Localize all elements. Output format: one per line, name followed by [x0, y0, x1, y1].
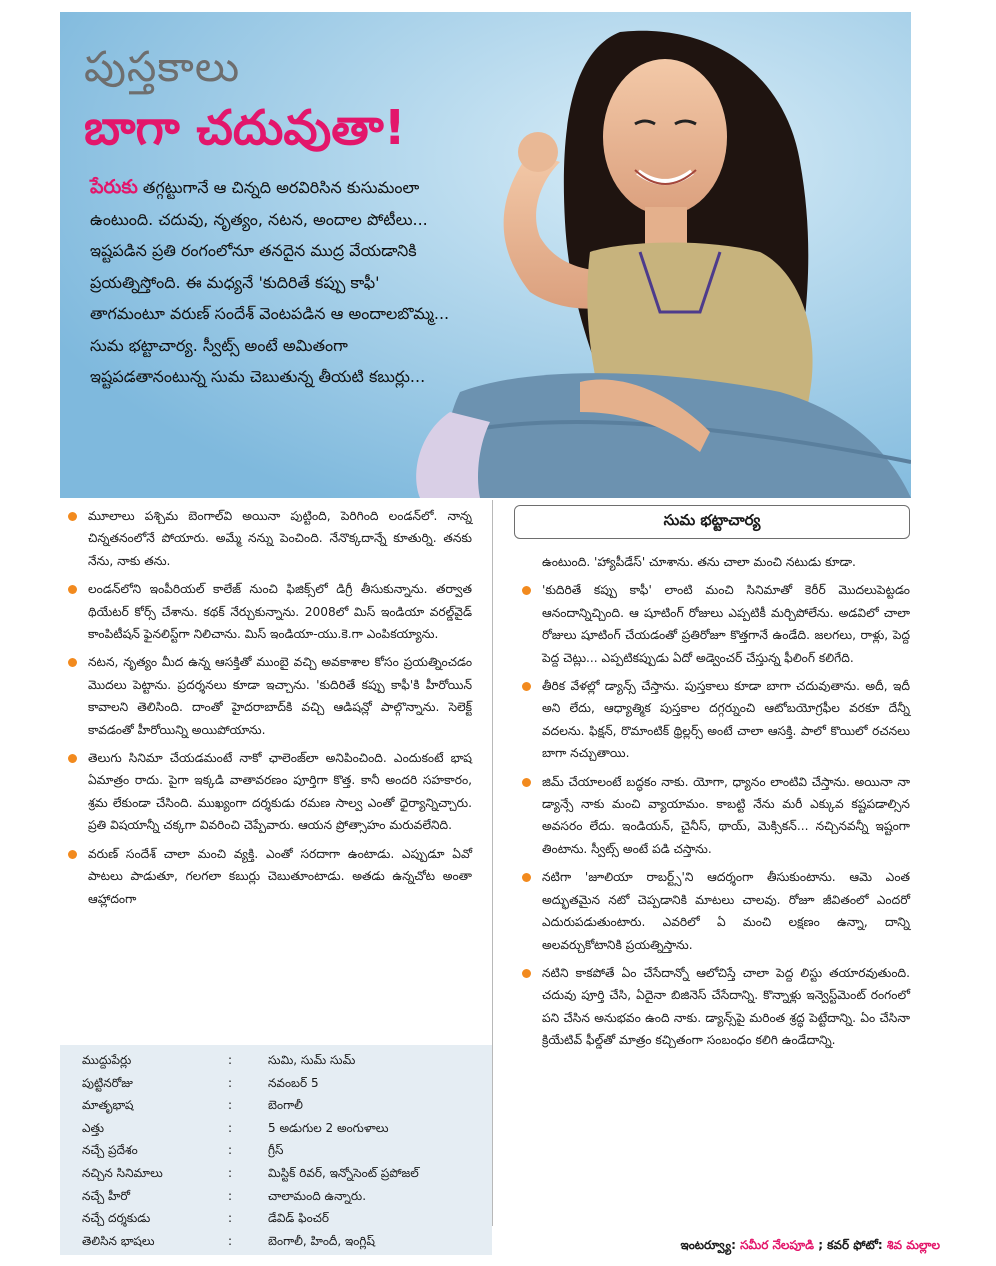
- interview-label: ఇంటర్వ్యూ:: [680, 1238, 736, 1252]
- interviewer-name: సమీర నేలపూడి: [740, 1238, 815, 1252]
- left-column: [60, 505, 472, 916]
- fact-colon: :: [228, 1188, 233, 1203]
- fact-row: [82, 1207, 492, 1230]
- list-item: [60, 747, 472, 837]
- credit-separator: ;: [814, 1238, 828, 1252]
- intro-paragraph: [90, 172, 450, 393]
- bullet-text: వరుణ్ సందేశ్ చాలా మంచి వ్యక్తి. ఎంతో సరదాగా ఉంటాడు. ఎప్పుడూ ఏవో పాటలు పాడుతూ, గలగలా కబుర్లు చెబుతూంటాడు. అతడు ఉన్నచోట అంతా ఆహ్లాదంగా: [88, 846, 472, 906]
- list-item: [514, 866, 910, 956]
- fact-key: నచ్చే హీరో: [82, 1188, 131, 1203]
- bullet-icon: [68, 754, 77, 763]
- list-item: [514, 771, 910, 861]
- fact-value: గ్రీస్: [268, 1143, 284, 1158]
- bullet-icon: [522, 778, 531, 787]
- fact-key: ఎత్తు: [82, 1120, 105, 1135]
- fact-row: [82, 1139, 492, 1162]
- bullet-text: తెలుగు సినిమా చేయడమంటే నాకో ఛాలెంజ్‌లా అనిపించింది. ఎందుకంటే భాష ఏమాత్రం రాదు. పైగా ఇక్కడి వాతావరణం పూర్తిగా కొత్త. కానీ అందరి సహకారం, శ్రమ లేకుండా చేసింది. ముఖ్యంగా దర్శకుడు రమణ సాల్వ ఎంతో ధైర్యాన్నిచ్చారు. ప్రతి విషయాన్నీ చక్కగా వివరించి చెప్పేవారు. ఆయన ప్రోత్సాహం మరువలేనిది.: [88, 751, 472, 833]
- credit-line: [680, 1238, 940, 1255]
- bullet-text: 'కుదిరితే కప్పు కాఫీ' లాంటి మంచి సినిమాతో కెరీర్ మొదలుపెట్టడం ఆనందాన్నిచ్చింది. ఆ షూటింగ్ రోజులు ఎప్పటికీ మర్చిపోలేను. అడవిలో చాలా రోజులు షూటింగ్ చేయడంతో ప్రతిరోజూ కొత్తగానే ఉండేది. జలగలు, రాళ్లు, పెద్ద పెద్ద చెట్లు... ఎప్పటికప్పుడు ఏదో అడ్వెంచర్ చేస్తున్న ఫీలింగ్ కలిగేది.: [542, 583, 910, 665]
- list-item: [60, 505, 472, 572]
- bullet-icon: [522, 969, 531, 978]
- fact-colon: :: [228, 1233, 233, 1248]
- fact-colon: :: [228, 1098, 233, 1113]
- fact-colon: :: [228, 1120, 233, 1135]
- column-divider: [492, 500, 493, 1226]
- list-item: [514, 675, 910, 765]
- fact-row: [82, 1049, 492, 1072]
- fact-key: నచ్చిన సినిమాలు: [82, 1165, 163, 1180]
- fact-value: నవంబర్ 5: [268, 1075, 319, 1090]
- fact-row: [82, 1230, 492, 1253]
- fact-value: మిస్టిక్ రివర్, ఇన్నోసెంట్ ప్రపోజల్: [268, 1165, 419, 1180]
- fact-colon: :: [228, 1075, 233, 1090]
- list-item: [514, 579, 910, 669]
- bullet-text: జిమ్ చేయాలంటే బద్ధకం నాకు. యోగా, ధ్యానం లాంటివి చేస్తాను. అయినా నా డ్యాన్సే నాకు మంచి వ్యాయామం. కాబట్టి నేను మరీ ఎక్కువ కష్టపడాల్సిన అవసరం లేదు. ఇండియన్, చైనీస్, థాయ్, మెక్సికన్... నచ్చినవన్నీ ఇష్టంగా తింటాను. స్వీట్స్ అంటే పడి చస్తాను.: [542, 774, 910, 856]
- list-item: [514, 962, 910, 1052]
- fact-key: తెలిసిన భాషలు: [82, 1233, 155, 1248]
- bullet-text: నటిని కాకపోతే ఏం చేసేదాన్నో ఆలోచిస్తే చాలా పెద్ద లిస్టు తయారవుతుంది. చదువు పూర్తి చేసి, ఏదైనా బిజినెస్ చేసేదాన్ని. కొన్నాళ్లు ఇన్వెస్ట్‌మెంట్ రంగంలో పని చేసిన అనుభవం ఉంది నాకు. డ్యాన్స్‌పై మరింత శ్రద్ధ పెట్టేదాన్ని. ఏం చేసినా క్రియేటివ్ ఫీల్డ్‌తో మాత్రం కచ్చితంగా సంబంధం కలిగి ఉండేదాన్ని.: [542, 965, 910, 1048]
- intro-text: తగ్గట్టుగానే ఆ చిన్నది అరవిరిసిన కుసుమంలా ఉంటుంది. చదువు, నృత్యం, నటన, అందాల పోటీలు... ఇష్టపడిన ప్రతి రంగంలోనూ తనదైన ముద్ర వేయడానికి ప్రయత్నిస్తోంది. ఈ మధ్యనే 'కుదిరితే కప్పు కాఫీ' తాగమంటూ వరుణ్ సందేశ్ వెంటపడిన ఆ అందాలబొమ్మ... సుమ భట్టాచార్య. స్వీట్స్ అంటే అమితంగా ఇష్టపడతానంటున్న సుమ చెబుతున్న తీయటి కబుర్లు...: [90, 178, 450, 386]
- fact-value: బెంగాలీ: [268, 1098, 303, 1113]
- bullet-text: నటిగా 'జూలియా రాబర్ట్స్'ని ఆదర్శంగా తీసుకుంటాను. ఆమె ఎంత అద్భుతమైన నటో చెప్పడానికి మాటలు చాలవు. రోజూ జీవితంలో ఎందరో ఎదురుపడుతుంటారు. ఎవరిలో ఏ మంచి లక్షణం ఉన్నా, దాన్ని అలవర్చుకోటానికి ప్రయత్నిస్తాను.: [542, 870, 910, 952]
- fact-colon: :: [228, 1211, 233, 1226]
- bullet-icon: [522, 586, 531, 595]
- bullet-text: మూలాలు పశ్చిమ బెంగాల్‌వి అయినా పుట్టింది, పెరిగింది లండన్‌లో. నాన్న చిన్నతనంలోనే పోయారు. అమ్మే నన్ను పెంచింది. నేనొక్కదాన్నే కూతుర్ని. తనకు నేను, నాకు తను.: [88, 509, 472, 568]
- fact-key: ముద్దుపేర్లు: [82, 1053, 132, 1067]
- fact-value: సుమి, సుమ్ సుమ్: [268, 1053, 356, 1067]
- bullet-icon: [68, 585, 77, 594]
- fact-row: [82, 1117, 492, 1140]
- photographer-name: శివ మల్లాల: [886, 1238, 940, 1252]
- fact-row: [82, 1094, 492, 1117]
- continued-text: ఉంటుంది. 'హ్యాపీడేస్' చూశాను. తను చాలా మంచి నటుడు కూడా.: [542, 555, 856, 569]
- bullet-text: లండన్‌లోని ఇంపీరియల్ కాలేజ్ నుంచి ఫిజిక్స్‌లో డిగ్రీ తీసుకున్నాను. తర్వాత థియేటర్ కోర్స్ చేశాను. కథక్ నేర్చుకున్నాను. 2008లో మిస్ ఇండియా వరల్డ్‌వైడ్ కాంపిటీషన్ ఫైనలిస్ట్‌గా నిలిచాను. మిస్ ఇండియా-యు.కె.గా ఎంపికయ్యాను.: [88, 582, 472, 642]
- fact-value: చాలామంది ఉన్నారు.: [268, 1188, 367, 1203]
- fact-value: డేవిడ్ ఫించర్: [268, 1211, 329, 1226]
- list-item: [60, 651, 472, 741]
- fact-colon: :: [228, 1143, 233, 1158]
- bullet-text: నటన, నృత్యం మీద ఉన్న ఆసక్తితో ముంబై వచ్చి అవకాశాల కోసం ప్రయత్నించడం మొదలు పెట్టాను. ప్రదర్శనలు కూడా ఇచ్చాను. 'కుదిరితే కప్పు కాఫీ'కి హీరోయిన్ కావాలని తెలిసింది. దాంతో హైదరాబాద్‌కి వచ్చి ఆడిషన్లో పాల్గొన్నాను. సెలెక్ట్ కావడంతో హీరోయిన్ని అయిపోయాను.: [88, 655, 472, 737]
- fact-key: పుట్టినరోజు: [82, 1075, 133, 1090]
- bullet-icon: [68, 850, 77, 859]
- bullet-text: తీరిక వేళల్లో డ్యాన్స్ చేస్తాను. పుస్తకాలు కూడా బాగా చదువుతాను. అదీ, ఇదీ అని లేదు, ఆధ్యాత్మిక పుస్తకాల దగ్గర్నుంచి ఆటోబయోగ్రఫీల వరకూ దేన్నీ వదలను. ఫిక్షన్, రొమాంటిక్ థ్రిల్లర్స్ అంటే చాలా ఆసక్తి. పాలో కొయిలో రచనలు బాగా నచ్చుతాయి.: [542, 679, 910, 761]
- bullet-icon: [68, 512, 77, 521]
- bullet-icon: [522, 682, 531, 691]
- bullet-icon: [68, 658, 77, 667]
- fact-row: [82, 1072, 492, 1095]
- right-column: [514, 505, 910, 1058]
- fact-key: మాతృభాష: [82, 1098, 134, 1113]
- title-line-2: బాగా చదువుతా!: [84, 100, 406, 156]
- fact-row: [82, 1185, 492, 1208]
- intro-first-word: పేరుకు: [90, 176, 138, 198]
- list-item: [60, 578, 472, 645]
- bullet-icon: [522, 873, 531, 882]
- fact-value: బెంగాలీ, హిందీ, ఇంగ్లిష్: [268, 1233, 375, 1248]
- fact-value: 5 అడుగుల 2 అంగుళాలు: [268, 1120, 389, 1135]
- name-heading: సుమ భట్టాచార్య: [514, 505, 910, 539]
- hero-banner: [60, 12, 911, 498]
- facts-box: [60, 1045, 492, 1255]
- fact-row: [82, 1162, 492, 1185]
- list-item: [60, 843, 472, 910]
- fact-colon: :: [228, 1053, 233, 1067]
- photo-label: కవర్ ఫోటో:: [827, 1238, 883, 1252]
- fact-key: నచ్చే ప్రదేశం: [82, 1143, 138, 1158]
- fact-key: నచ్చే దర్శకుడు: [82, 1211, 151, 1226]
- fact-colon: :: [228, 1165, 233, 1180]
- title-line-1: పుస్తకాలు: [84, 42, 241, 91]
